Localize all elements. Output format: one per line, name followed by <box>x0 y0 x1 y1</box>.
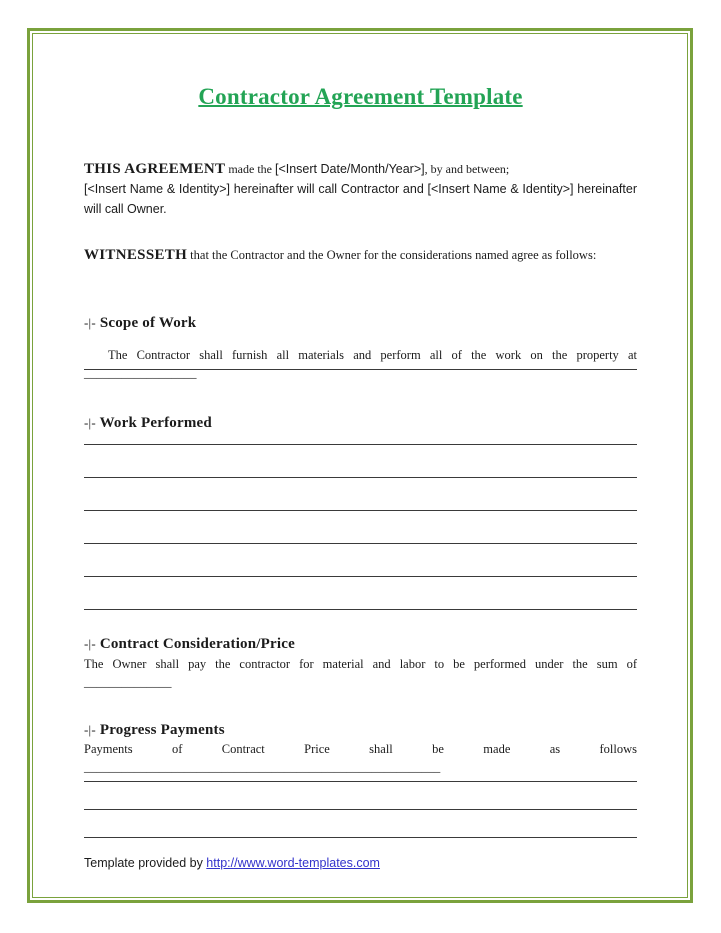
document-page <box>84 0 637 933</box>
witnesseth-paragraph <box>84 247 637 264</box>
scope-body-text: The Contractor shall furnish all materials and perform all of the work on the property at __________________ <box>84 348 637 380</box>
blank-line <box>84 511 637 544</box>
section-heading-contract-price <box>84 636 295 653</box>
page-title: Contractor Agreement Template <box>198 84 523 109</box>
section-heading-scope-of-work <box>84 315 196 332</box>
list-bullet-icon: -|- <box>84 415 96 430</box>
list-bullet-icon: -|- <box>84 722 96 737</box>
blank-line <box>84 544 637 577</box>
intro-paragraph <box>84 160 637 219</box>
heading-label: Work Performed <box>99 415 212 431</box>
witnesseth-text: that the Contractor and the Owner for the considerations named agree as follows: <box>187 248 597 262</box>
heading-label: Scope of Work <box>99 315 197 331</box>
footer <box>84 856 637 870</box>
progress-payments-blank-lines <box>84 754 637 838</box>
work-performed-blank-lines <box>84 412 637 610</box>
intro-lead: THIS AGREEMENT <box>84 161 226 177</box>
intro-between: , by and between; <box>424 162 510 176</box>
blank-line <box>84 577 637 610</box>
date-placeholder: [<Insert Date/Month/Year>] <box>274 162 425 176</box>
contract-price-body-text: The Owner shall pay the contractor for material and labor to be performed under the sum of ______________ <box>84 657 637 689</box>
blank-line <box>84 445 637 478</box>
intro-parties: [<Insert Name & Identity>] hereinafter will call Contractor and [<Insert Name & Identity>] hereinafter will call Owner. <box>84 182 637 216</box>
blank-line <box>84 810 637 838</box>
heading-label: Progress Payments <box>99 722 225 738</box>
blank-line <box>84 337 637 370</box>
section-heading-progress-payments <box>84 722 225 739</box>
blank-line <box>84 754 637 782</box>
progress-payments-body-text: Payments of Contract Price shall be made as follows _________________________________________________________ <box>84 742 637 774</box>
heading-label: Contract Consideration/Price <box>99 636 295 652</box>
footer-text: Template provided by <box>84 856 207 870</box>
witnesseth-lead: WITNESSETH <box>84 247 188 263</box>
intro-made-the: made the <box>225 162 275 176</box>
list-bullet-icon: -|- <box>84 315 96 330</box>
footer-link[interactable]: http://www.word-templates.com <box>206 856 380 870</box>
blank-line <box>84 478 637 511</box>
blank-line <box>84 782 637 810</box>
list-bullet-icon: -|- <box>84 636 96 651</box>
blank-line <box>84 412 637 445</box>
